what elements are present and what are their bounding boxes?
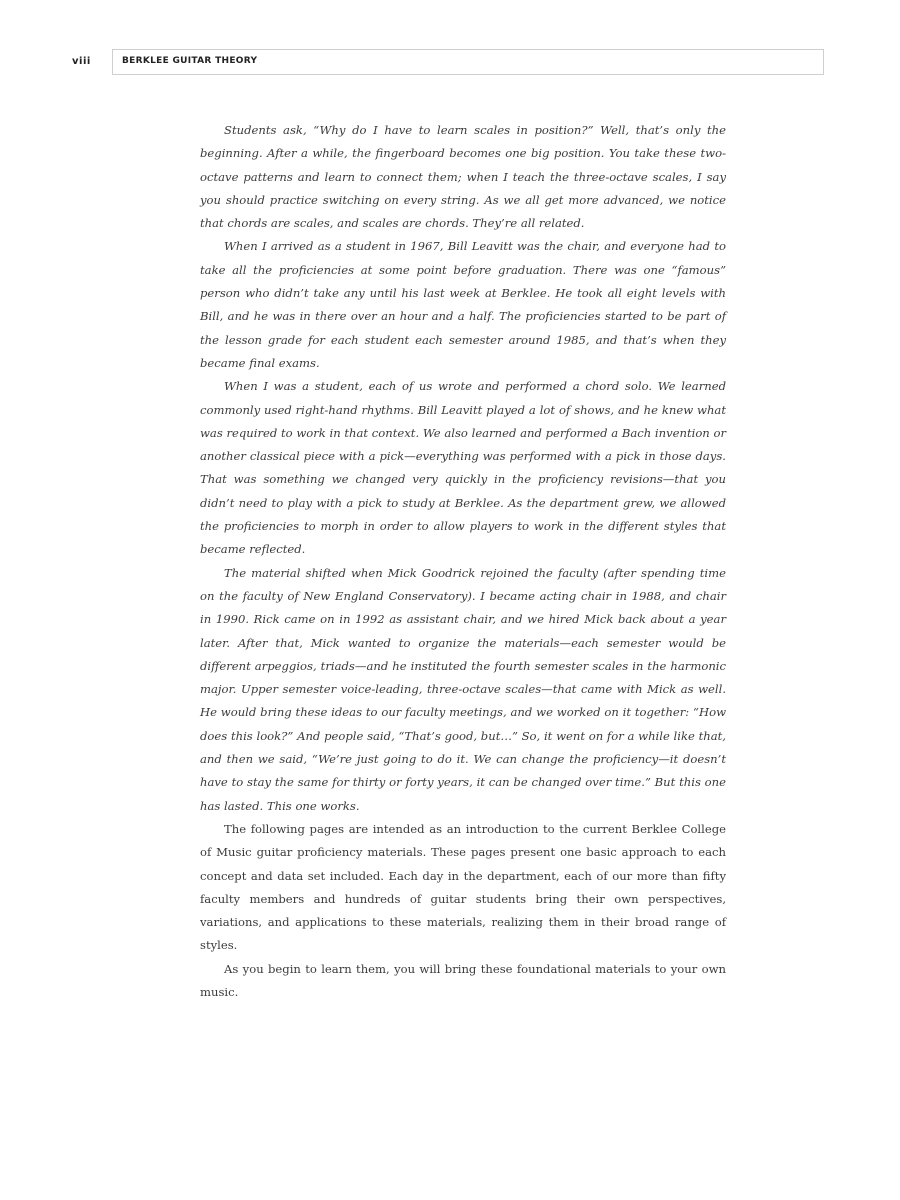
running-title: BERKLEE GUITAR THEORY: [122, 56, 258, 66]
running-title-box: [112, 49, 824, 75]
paragraph-intro: The following pages are intended as an introduction to the current Berklee College of Music guitar proficiency materials. These pages present one basic approach to each concept and data set included. Each day in the department, each of our more than fifty faculty members and hundreds of guitar students bring their own perspectives, variations, and applications to these materials, realizing them in their broad range of styles.: [200, 821, 726, 953]
page-number: viii: [72, 56, 91, 67]
paragraph-quote-3: When I was a student, each of us wrote and performed a chord solo. We learned commonly used right-hand rhythms. Bill Leavitt played a lot of shows, and he knew what was required to work in that context. We also learned and performed a Bach invention or another classical piece with a pick—everything was performed with a pick in those days. That was something we changed very quickly in the proficiency revisions—that you didn’t need to play with a pick to study at Berklee. As the department grew, we allowed the proficiencies to morph in order to allow players to work in the different styles that became reflected.: [200, 379, 726, 557]
paragraph-closing: As you begin to learn them, you will bring these foundational materials to your own music.: [200, 961, 726, 999]
body-text: [200, 119, 726, 1004]
paragraph-quote-1: Students ask, “Why do I have to learn scales in position?” Well, that’s only the beginning. After a while, the fingerboard becomes one big position. You take these two-octave patterns and learn to connect them; when I teach the three-octave scales, I say you should practice switching on every string. As we all get more advanced, we notice that chords are scales, and scales are chords. They’re all related.: [200, 123, 726, 231]
paragraph-quote-4: The material shifted when Mick Goodrick rejoined the faculty (after spending time on the faculty of New England Conservatory). I became acting chair in 1988, and chair in 1990. Rick came on in 1992 as assistant chair, and we hired Mick back about a year later. After that, Mick wanted to organize the materials—each semester would be different arpeggios, triads—and he instituted the fourth semester scales in the harmonic major. Upper semester voice-leading, three-octave scales—that came with Mick as well. He would bring these ideas to our faculty meetings, and we worked on it together: “How does this look?” And people said, “That’s good, but…” So, it went on for a while like that, and then we said, “We’re just going to do it. We can change the proficiency—it doesn’t have to stay the same for thirty or forty years, it can be changed over time.” But this one has lasted. This one works.: [200, 565, 726, 813]
page-header: [72, 54, 822, 74]
paragraph-quote-2: When I arrived as a student in 1967, Bill Leavitt was the chair, and everyone had to take all the proficiencies at some point before graduation. There was one “famous” person who didn’t take any until his last week at Berklee. He took all eight levels with Bill, and he was in there over an hour and a half. The proficiencies started to be part of the lesson grade for each student each semester around 1985, and that’s when they became final exams.: [200, 239, 726, 370]
